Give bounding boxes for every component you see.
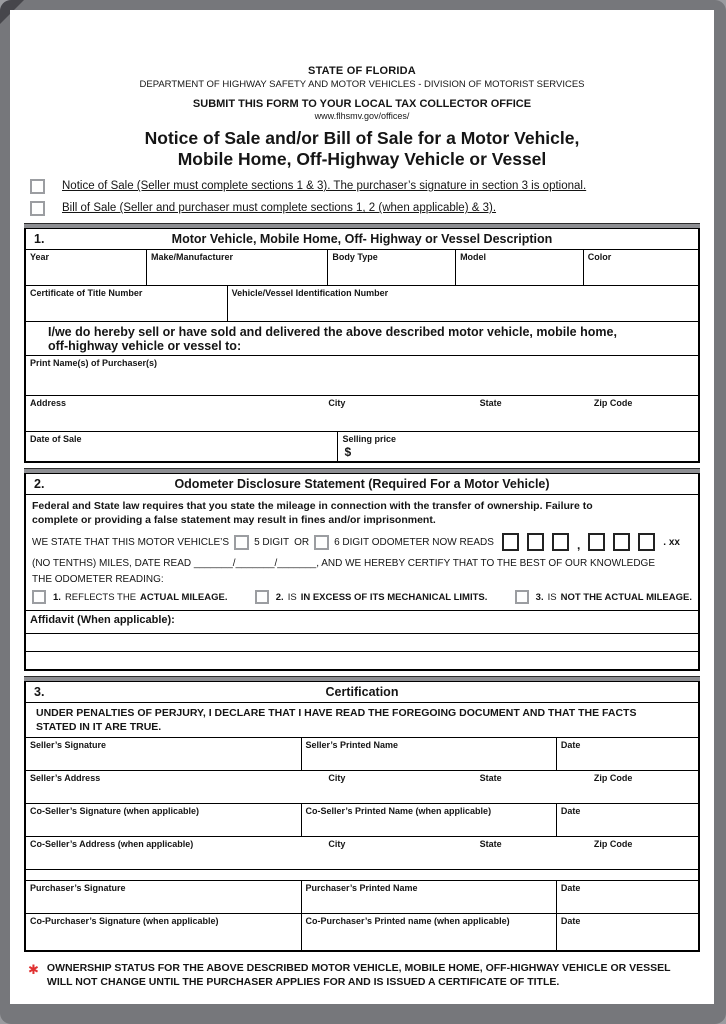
form-type-options <box>24 179 700 216</box>
copurchaser-printed-name-label: Co-Purchaser’s Printed name (when applicable) <box>305 916 510 927</box>
seller-address-label: Seller’s Address <box>30 773 101 784</box>
odometer-digit-box-6[interactable] <box>638 533 655 551</box>
coseller-signature-label: Co-Seller’s Signature (when applicable) <box>30 806 200 817</box>
odometer-comma: , <box>576 538 581 553</box>
form-title <box>24 128 700 171</box>
date-read-line: (NO TENTHS) MILES, DATE READ _______/_______/_______, AND WE HEREBY CERTIFY THAT TO THE BEST OF OUR KNOWLEDGE <box>32 558 655 570</box>
seller-city-label: City <box>328 773 346 784</box>
perjury-statement <box>26 703 698 738</box>
odometer-option-2 <box>255 590 488 604</box>
ownership-status-text <box>47 962 671 989</box>
sell-statement-line1: I/we do hereby sell or have sold and delivered the above described motor vehicle, mobile home, <box>48 324 617 339</box>
form-page <box>10 10 714 1004</box>
odometer-option-1-number: 1. <box>53 591 61 603</box>
section2 <box>24 474 700 671</box>
odometer-option-1-bold: ACTUAL MILEAGE. <box>140 591 228 603</box>
date-of-sale-field[interactable] <box>26 432 338 461</box>
purchaser-name-field[interactable] <box>26 356 698 396</box>
coseller-address-label: Co-Seller’s Address (when applicable) <box>30 839 194 850</box>
body-type-label: Body Type <box>332 251 378 262</box>
title-vin-row <box>26 286 698 322</box>
date-price-row <box>26 432 698 461</box>
odometer-option-3 <box>515 590 692 604</box>
perjury-line2: STATED IN IT ARE TRUE. <box>36 720 162 733</box>
purchaser-address-row[interactable] <box>26 396 698 432</box>
title-number-field[interactable] <box>26 286 228 321</box>
affidavit-blank-line-1[interactable] <box>26 634 698 652</box>
vin-label: Vehicle/Vessel Identification Number <box>231 287 389 298</box>
section3-title: Certification <box>325 685 399 700</box>
coseller-zip-label: Zip Code <box>593 839 633 850</box>
copurchaser-signature-label: Co-Purchaser’s Signature (when applicable) <box>30 916 219 927</box>
signature-block-spacer <box>26 870 698 881</box>
odometer-digit-box-1[interactable] <box>502 533 519 551</box>
purchaser-signature-field[interactable] <box>26 881 302 913</box>
section2-header <box>26 474 698 495</box>
coseller-signature-field[interactable] <box>26 804 302 836</box>
perjury-line1: UNDER PENALTIES OF PERJURY, I DECLARE THAT I HAVE READ THE FOREGOING DOCUMENT AND THAT THE FACTS <box>36 707 637 720</box>
notice-of-sale-option <box>30 179 700 194</box>
odometer-law-statement <box>26 495 698 529</box>
seller-signature-field[interactable] <box>26 738 302 770</box>
form-header <box>24 65 700 171</box>
copurchaser-date-field[interactable] <box>557 914 698 950</box>
coseller-signature-row <box>26 804 698 837</box>
seller-printed-name-field[interactable] <box>302 738 557 770</box>
year-field[interactable] <box>26 250 147 285</box>
odometer-options <box>26 588 698 610</box>
coseller-state-label: State <box>479 839 502 850</box>
sell-statement <box>26 322 698 356</box>
coseller-printed-name-label: Co-Seller’s Printed Name (when applicable) <box>305 806 492 817</box>
seller-state-label: State <box>479 773 502 784</box>
odometer-reads-prefix: WE STATE THAT THIS MOTOR VEHICLE’S <box>32 536 230 548</box>
seller-date-label: Date <box>560 740 581 751</box>
seller-address-row[interactable] <box>26 771 698 804</box>
title-number-label: Certificate of Title Number <box>30 287 143 298</box>
odometer-option-3-number: 3. <box>535 591 544 603</box>
required-asterisk-icon: ✱ <box>28 962 39 978</box>
copurchaser-printed-name-field[interactable] <box>302 914 557 950</box>
odometer-option-3-text: IS <box>547 591 557 603</box>
notice-of-sale-label: Notice of Sale (Seller must complete sections 1 & 3). The purchaser’s signature in section 3 is optional. <box>62 180 587 193</box>
ownership-status-line2: WILL NOT CHANGE UNTIL THE PURCHASER APPLIES FOR AND IS ISSUED A CERTIFICATE OF TITLE. <box>46 975 560 988</box>
section2-number: 2. <box>34 476 45 491</box>
state-title: STATE OF FLORIDA <box>308 65 416 77</box>
odometer-reads-line <box>26 529 698 552</box>
coseller-date-label: Date <box>560 806 581 817</box>
odometer-digit-box-4[interactable] <box>588 533 605 551</box>
section3-number: 3. <box>34 685 45 700</box>
affidavit-blank-line-2[interactable] <box>26 652 698 669</box>
purchaser-date-field[interactable] <box>557 881 698 913</box>
notice-of-sale-checkbox[interactable] <box>30 179 45 194</box>
vin-field[interactable] <box>228 286 698 321</box>
seller-zip-label: Zip Code <box>593 773 633 784</box>
odometer-decimal-suffix: . xx <box>663 536 680 548</box>
odometer-option-2-number: 2. <box>275 591 284 603</box>
vehicle-description-row <box>26 250 698 286</box>
affidavit-label: Affidavit (When applicable): <box>30 614 175 627</box>
form-title-line2: Mobile Home, Off-Highway Vehicle or Vessel <box>177 149 547 170</box>
bill-of-sale-label: Bill of Sale (Seller and purchaser must complete sections 1, 2 (when applicable) & 3). <box>62 202 497 215</box>
color-field[interactable] <box>584 250 698 285</box>
copurchaser-signature-field[interactable] <box>26 914 302 950</box>
affidavit-label-row <box>26 610 698 634</box>
copurchaser-signature-row <box>26 914 698 950</box>
submit-instruction: SUBMIT THIS FORM TO YOUR LOCAL TAX COLLECTOR OFFICE <box>192 98 532 110</box>
section3 <box>24 682 700 952</box>
coseller-city-label: City <box>328 839 346 850</box>
odometer-option-3-bold: NOT THE ACTUAL MILEAGE. <box>560 591 692 603</box>
coseller-address-row[interactable] <box>26 837 698 870</box>
ownership-status-line1: OWNERSHIP STATUS FOR THE ABOVE DESCRIBED MOTOR VEHICLE, MOBILE HOME, OFF-HIGHWAY VEHICLE OR VESSEL <box>46 962 671 975</box>
city-label: City <box>328 397 346 408</box>
six-digit-label: 6 DIGIT ODOMETER NOW READS <box>334 536 494 548</box>
odometer-reading-line: THE ODOMETER READING: <box>32 574 164 586</box>
selling-price-label: Selling price <box>342 433 396 444</box>
odometer-option-1-text: REFLECTS THE <box>64 591 137 603</box>
form-title-line1: Notice of Sale and/or Bill of Sale for a Motor Vehicle, <box>144 128 580 148</box>
purchaser-printed-name-field[interactable] <box>302 881 557 913</box>
model-field[interactable] <box>456 250 584 285</box>
seller-date-field[interactable] <box>557 738 698 770</box>
address-label: Address <box>30 397 67 408</box>
section3-header <box>26 682 698 703</box>
odometer-digit-box-5[interactable] <box>613 533 630 551</box>
copurchaser-date-label: Date <box>560 916 581 927</box>
purchaser-signature-label: Purchaser’s Signature <box>30 883 126 894</box>
seller-signature-label: Seller’s Signature <box>30 740 107 751</box>
odometer-option-2-bold: IN EXCESS OF ITS MECHANICAL LIMITS. <box>300 591 488 603</box>
odometer-option-1 <box>32 590 227 604</box>
odometer-law-line2: complete or providing a false statement may result in fines and/or imprisonment. <box>32 513 436 526</box>
make-label: Make/Manufacturer <box>150 251 233 262</box>
odometer-law-line1: Federal and State law requires that you state the mileage in connection with the transfer of ownership. Failure to <box>32 499 593 512</box>
ownership-status-note <box>28 962 700 989</box>
or-label: OR <box>294 536 310 548</box>
purchaser-date-label: Date <box>560 883 581 894</box>
body-type-field[interactable] <box>328 250 456 285</box>
coseller-date-field[interactable] <box>557 804 698 836</box>
zip-label: Zip Code <box>593 397 633 408</box>
seller-printed-name-label: Seller’s Printed Name <box>305 740 399 751</box>
odometer-option-2-text: IS <box>287 591 297 603</box>
five-digit-label: 5 DIGIT <box>254 536 290 548</box>
purchaser-name-label: Print Name(s) of Purchaser(s) <box>30 357 158 368</box>
odometer-option-2-checkbox[interactable] <box>255 590 269 604</box>
section2-title: Odometer Disclosure Statement (Required For a Motor Vehicle) <box>174 476 550 491</box>
model-label: Model <box>460 251 487 262</box>
six-digit-checkbox[interactable] <box>314 535 329 550</box>
make-field[interactable] <box>147 250 328 285</box>
odometer-option-1-checkbox[interactable] <box>32 590 46 604</box>
section1-title: Motor Vehicle, Mobile Home, Off- Highway or Vessel Description <box>171 231 553 246</box>
purchaser-signature-row <box>26 881 698 914</box>
sell-statement-line2: off-highway vehicle or vessel to: <box>48 339 242 354</box>
dollar-sign: $ <box>344 445 352 460</box>
purchaser-printed-name-label: Purchaser’s Printed Name <box>305 883 418 894</box>
offices-url: www.flhsmv.gov/offices/ <box>314 111 410 121</box>
section1 <box>24 229 700 463</box>
odometer-digit-box-2[interactable] <box>527 533 544 551</box>
date-of-sale-label: Date of Sale <box>30 433 82 444</box>
odometer-digit-box-3[interactable] <box>552 533 569 551</box>
seller-signature-row <box>26 738 698 771</box>
selling-price-field[interactable] <box>338 432 698 461</box>
department-title: DEPARTMENT OF HIGHWAY SAFETY AND MOTOR VEHICLES - DIVISION OF MOTORIST SERVICES <box>139 79 585 90</box>
year-label: Year <box>30 251 50 262</box>
bill-of-sale-option <box>30 201 700 216</box>
color-label: Color <box>587 251 612 262</box>
section1-number: 1. <box>34 231 45 246</box>
coseller-printed-name-field[interactable] <box>302 804 557 836</box>
section1-header <box>26 229 698 250</box>
bill-of-sale-checkbox[interactable] <box>30 201 45 216</box>
odometer-option-3-checkbox[interactable] <box>515 590 529 604</box>
state-label: State <box>479 397 502 408</box>
five-digit-checkbox[interactable] <box>234 535 249 550</box>
